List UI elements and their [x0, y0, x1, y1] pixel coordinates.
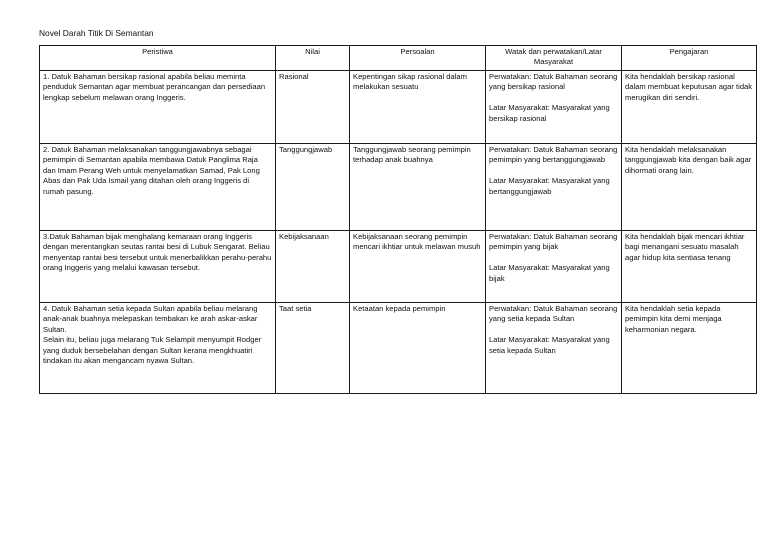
table-row	[40, 231, 757, 303]
cell-nilai: Kebijaksanaan	[276, 231, 350, 303]
table-row	[40, 144, 757, 231]
peristiwa-text: 3.Datuk Bahaman bijak menghalang kemaraan orang Inggeris dengan merentangkan seutas rantai besi di Lubuk Sengarat. Beliau menyentap rantai besi tersebut untuk menerbalikkan perahu-perahu orang Inggeris yang melalui kawasan tersebut.	[43, 232, 272, 273]
table-row	[40, 303, 757, 394]
cell-pengajaran: Kita hendaklah bijak mencari ikhtiar bagi menangani sesuatu masalah agar hidup kita sentiasa tenang	[622, 231, 757, 303]
header-peristiwa: Peristiwa	[40, 46, 276, 71]
document-title: Novel Darah Titik Di Semantan	[39, 28, 154, 38]
cell-pengajaran: Kita hendaklah setia kepada pemimpin kita demi menjaga keharmonian negara.	[622, 303, 757, 394]
cell-watak	[486, 231, 622, 303]
cell-peristiwa	[40, 144, 276, 231]
latar-text: Latar Masyarakat: Masyarakat yang bijak	[489, 263, 610, 283]
perwatakan-text: Perwatakan: Datuk Bahaman seorang yang bersikap rasional	[489, 72, 618, 92]
spacer	[489, 325, 618, 335]
cell-persoalan: Kepentingan sikap rasional dalam melakukan sesuatu	[350, 71, 486, 144]
spacer	[489, 93, 618, 103]
cell-peristiwa	[40, 71, 276, 144]
cell-persoalan: Ketaatan kepada pemimpin	[350, 303, 486, 394]
latar-text: Latar Masyarakat: Masyarakat yang setia kepada Sultan	[489, 335, 610, 355]
analysis-table	[39, 45, 757, 394]
cell-nilai: Tanggungjawab	[276, 144, 350, 231]
header-pengajaran: Pengajaran	[622, 46, 757, 71]
header-nilai: Nilai	[276, 46, 350, 71]
peristiwa-extra-text: Selain itu, beliau juga melarang Tuk Selampit menyumpit Rodger yang duduk bersebelahan dengan Sultan kerana mengkhuatiri tindakan itu akan mengancam nyawa Sultan.	[43, 335, 262, 366]
latar-text: Latar Masyarakat: Masyarakat yang bersikap rasional	[489, 103, 610, 123]
cell-pengajaran: Kita hendaklah melaksanakan tanggungjawab kita dengan baik agar dihormati orang lain.	[622, 144, 757, 231]
latar-text: Latar Masyarakat: Masyarakat yang bertanggungjawab	[489, 176, 610, 196]
spacer	[489, 166, 618, 176]
cell-nilai: Taat setia	[276, 303, 350, 394]
spacer	[489, 253, 618, 263]
cell-nilai: Rasional	[276, 71, 350, 144]
cell-watak	[486, 71, 622, 144]
cell-persoalan: Tanggungjawab seorang pemimpin terhadap anak buahnya	[350, 144, 486, 231]
cell-watak	[486, 303, 622, 394]
peristiwa-text: 2. Datuk Bahaman melaksanakan tanggungjawabnya sebagai pemimpin di Semantan apabila membawa Datuk Panglima Raja dan Imam Perang Weh untuk menyelamatkan Samad, Pak Long Abas dan Pak Uda Ismail yang ditahan oleh orang Inggeris di rumah pasung.	[43, 145, 260, 196]
perwatakan-text: Perwatakan: Datuk Bahaman seorang pemimpin yang bertanggungjawab	[489, 145, 618, 165]
cell-pengajaran: Kita hendaklah bersikap rasional dalam membuat keputusan agar tidak merugikan diri sendiri.	[622, 71, 757, 144]
cell-peristiwa	[40, 303, 276, 394]
header-persoalan: Persoalan	[350, 46, 486, 71]
table-row	[40, 71, 757, 144]
header-watak: Watak dan perwatakan/Latar Masyarakat	[486, 46, 622, 71]
perwatakan-text: Perwatakan: Datuk Bahaman seorang yang setia kepada Sultan	[489, 304, 618, 324]
peristiwa-text: 1. Datuk Bahaman bersikap rasional apabila beliau meminta penduduk Semantan agar membuat perancangan dan persediaan lengkap sebelum melawan orang Inggeris.	[43, 72, 266, 102]
cell-persoalan: Kebijaksanaan seorang pemimpin mencari ikhtiar untuk melawan musuh	[350, 231, 486, 303]
peristiwa-text: 4. Datuk Bahaman setia kepada Sultan apabila beliau melarang anak-anak buahnya melepaskan tembakan ke arah askar-askar Sultan.	[43, 304, 258, 334]
table-header-row	[40, 46, 757, 71]
cell-peristiwa	[40, 231, 276, 303]
cell-watak	[486, 144, 622, 231]
perwatakan-text: Perwatakan: Datuk Bahaman seorang pemimpin yang bijak	[489, 232, 618, 252]
